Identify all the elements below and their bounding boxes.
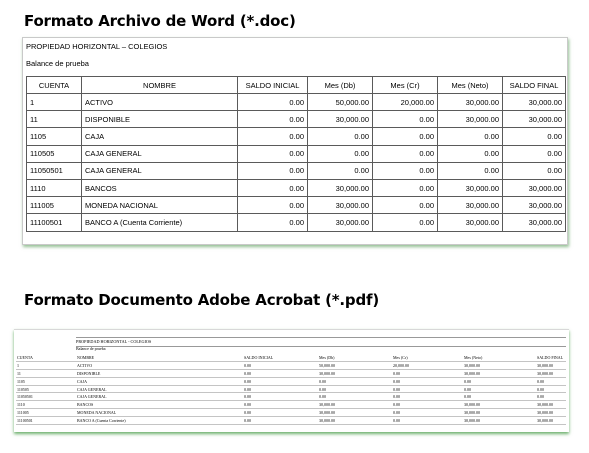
month-credit-cell: 20,000.00 (390, 362, 463, 370)
month-net-cell: 30,000.00 (438, 111, 503, 128)
pdf-balance-table (16, 354, 566, 425)
account-name-cell: CAJA GENERAL (76, 385, 241, 393)
column-header: Mes (Neto) (463, 354, 536, 362)
account-code-cell: 11 (16, 370, 76, 378)
column-header: CUENTA (27, 77, 82, 94)
column-header: CUENTA (16, 354, 76, 362)
table-row (27, 162, 566, 179)
month-net-cell: 0.00 (463, 385, 536, 393)
closing-balance-cell: 30,000.00 (503, 179, 566, 196)
month-net-cell: 30,000.00 (438, 94, 503, 111)
month-debit-cell: 50,000.00 (316, 362, 390, 370)
table-row (16, 362, 566, 370)
table-row (27, 128, 566, 145)
month-net-cell: 0.00 (438, 162, 503, 179)
closing-balance-cell: 30,000.00 (536, 416, 566, 424)
opening-balance-cell: 0.00 (238, 214, 308, 231)
table-row (27, 197, 566, 214)
month-net-cell: 0.00 (463, 393, 536, 401)
month-credit-cell: 0.00 (390, 401, 463, 409)
month-credit-cell: 20,000.00 (373, 94, 438, 111)
word-document-preview (22, 37, 568, 245)
closing-balance-cell: 30,000.00 (503, 214, 566, 231)
opening-balance-cell: 0.00 (241, 416, 316, 424)
column-header: SALDO FINAL (536, 354, 566, 362)
month-debit-cell: 30,000.00 (316, 370, 390, 378)
month-credit-cell: 0.00 (390, 370, 463, 378)
month-debit-cell: 50,000.00 (308, 94, 373, 111)
month-credit-cell: 0.00 (373, 111, 438, 128)
column-header: Mes (Db) (316, 354, 390, 362)
account-name-cell: MONEDA NACIONAL (76, 409, 241, 417)
column-header: Mes (Cr) (390, 354, 463, 362)
month-credit-cell: 0.00 (373, 145, 438, 162)
account-code-cell: 111005 (16, 409, 76, 417)
closing-balance-cell: 0.00 (503, 162, 566, 179)
account-name-cell: CAJA (82, 128, 238, 145)
table-row (16, 393, 566, 401)
account-name-cell: CAJA GENERAL (82, 145, 238, 162)
account-code-cell: 1105 (16, 377, 76, 385)
opening-balance-cell: 0.00 (241, 393, 316, 401)
table-row (27, 94, 566, 111)
month-debit-cell: 30,000.00 (316, 401, 390, 409)
table-row (16, 401, 566, 409)
month-credit-cell: 0.00 (373, 214, 438, 231)
account-name-cell: DISPONIBLE (82, 111, 238, 128)
month-net-cell: 30,000.00 (463, 370, 536, 378)
table-row (27, 145, 566, 162)
opening-balance-cell: 0.00 (241, 385, 316, 393)
opening-balance-cell: 0.00 (238, 128, 308, 145)
closing-balance-cell: 30,000.00 (503, 94, 566, 111)
account-code-cell: 11050501 (27, 162, 82, 179)
month-net-cell: 30,000.00 (438, 179, 503, 196)
account-code-cell: 11100501 (27, 214, 82, 231)
word-format-heading: Formato Archivo de Word (*.doc) (24, 12, 296, 30)
month-net-cell: 30,000.00 (463, 416, 536, 424)
closing-balance-cell: 30,000.00 (503, 111, 566, 128)
closing-balance-cell: 30,000.00 (536, 362, 566, 370)
closing-balance-cell: 30,000.00 (536, 409, 566, 417)
closing-balance-cell: 30,000.00 (536, 401, 566, 409)
column-header: NOMBRE (82, 77, 238, 94)
report-subtitle: Balance de prueba (26, 59, 89, 68)
closing-balance-cell: 0.00 (536, 385, 566, 393)
column-header: Mes (Db) (308, 77, 373, 94)
account-name-cell: CAJA GENERAL (76, 393, 241, 401)
account-code-cell: 1110 (27, 179, 82, 196)
account-name-cell: BANCOS (76, 401, 241, 409)
month-credit-cell: 0.00 (390, 377, 463, 385)
account-name-cell: DISPONIBLE (76, 370, 241, 378)
closing-balance-cell: 30,000.00 (503, 197, 566, 214)
month-net-cell: 0.00 (438, 145, 503, 162)
account-name-cell: CAJA GENERAL (82, 162, 238, 179)
column-header: Mes (Neto) (438, 77, 503, 94)
month-credit-cell: 0.00 (373, 128, 438, 145)
opening-balance-cell: 0.00 (241, 362, 316, 370)
account-code-cell: 1 (27, 94, 82, 111)
account-code-cell: 11100501 (16, 416, 76, 424)
closing-balance-cell: 0.00 (536, 393, 566, 401)
column-header: Mes (Cr) (373, 77, 438, 94)
month-net-cell: 0.00 (463, 377, 536, 385)
account-code-cell: 110505 (27, 145, 82, 162)
month-credit-cell: 0.00 (373, 162, 438, 179)
month-debit-cell: 30,000.00 (316, 409, 390, 417)
month-debit-cell: 30,000.00 (308, 111, 373, 128)
opening-balance-cell: 0.00 (238, 145, 308, 162)
account-name-cell: CAJA (76, 377, 241, 385)
account-name-cell: MONEDA NACIONAL (82, 197, 238, 214)
column-header: SALDO INICIAL (241, 354, 316, 362)
opening-balance-cell: 0.00 (241, 401, 316, 409)
opening-balance-cell: 0.00 (238, 179, 308, 196)
table-row (16, 385, 566, 393)
column-header: SALDO INICIAL (238, 77, 308, 94)
month-debit-cell: 0.00 (316, 385, 390, 393)
month-debit-cell: 0.00 (308, 162, 373, 179)
pdf-document-preview (14, 329, 569, 432)
pdf-report-title: PROPIEDAD HORIZONTAL - COLEGIOS (76, 337, 566, 347)
month-net-cell: 30,000.00 (463, 401, 536, 409)
closing-balance-cell: 30,000.00 (536, 370, 566, 378)
opening-balance-cell: 0.00 (238, 197, 308, 214)
account-code-cell: 111005 (27, 197, 82, 214)
account-code-cell: 1105 (27, 128, 82, 145)
account-name-cell: BANCO A (Cuenta Corriente) (82, 214, 238, 231)
month-debit-cell: 30,000.00 (308, 214, 373, 231)
account-code-cell: 11050501 (16, 393, 76, 401)
opening-balance-cell: 0.00 (241, 377, 316, 385)
month-net-cell: 30,000.00 (463, 362, 536, 370)
table-row (27, 179, 566, 196)
opening-balance-cell: 0.00 (241, 370, 316, 378)
opening-balance-cell: 0.00 (238, 162, 308, 179)
table-row (27, 111, 566, 128)
table-row (16, 409, 566, 417)
account-name-cell: BANCO A (Cuenta Corriente) (76, 416, 241, 424)
column-header: NOMBRE (76, 354, 241, 362)
month-credit-cell: 0.00 (390, 409, 463, 417)
month-debit-cell: 0.00 (308, 128, 373, 145)
month-debit-cell: 30,000.00 (308, 197, 373, 214)
month-debit-cell: 0.00 (316, 393, 390, 401)
account-code-cell: 11 (27, 111, 82, 128)
month-net-cell: 0.00 (438, 128, 503, 145)
table-row (16, 370, 566, 378)
table-row (16, 377, 566, 385)
table-row (16, 416, 566, 424)
closing-balance-cell: 0.00 (503, 128, 566, 145)
month-debit-cell: 30,000.00 (308, 179, 373, 196)
report-title: PROPIEDAD HORIZONTAL – COLEGIOS (26, 42, 168, 51)
pdf-report-subtitle: Balance de prueba (76, 346, 106, 351)
month-credit-cell: 0.00 (390, 416, 463, 424)
table-header-row (16, 354, 566, 362)
opening-balance-cell: 0.00 (238, 111, 308, 128)
account-name-cell: ACTIVO (82, 94, 238, 111)
closing-balance-cell: 0.00 (536, 377, 566, 385)
month-debit-cell: 0.00 (308, 145, 373, 162)
month-credit-cell: 0.00 (390, 385, 463, 393)
closing-balance-cell: 0.00 (503, 145, 566, 162)
month-net-cell: 30,000.00 (438, 197, 503, 214)
opening-balance-cell: 0.00 (241, 409, 316, 417)
account-code-cell: 1110 (16, 401, 76, 409)
month-debit-cell: 0.00 (316, 377, 390, 385)
column-header: SALDO FINAL (503, 77, 566, 94)
word-balance-table (26, 76, 566, 232)
account-code-cell: 110505 (16, 385, 76, 393)
account-code-cell: 1 (16, 362, 76, 370)
account-name-cell: BANCOS (82, 179, 238, 196)
month-credit-cell: 0.00 (390, 393, 463, 401)
month-net-cell: 30,000.00 (463, 409, 536, 417)
table-header-row (27, 77, 566, 94)
pdf-format-heading: Formato Documento Adobe Acrobat (*.pdf) (24, 291, 379, 309)
month-credit-cell: 0.00 (373, 197, 438, 214)
table-row (27, 214, 566, 231)
account-name-cell: ACTIVO (76, 362, 241, 370)
month-debit-cell: 30,000.00 (316, 416, 390, 424)
opening-balance-cell: 0.00 (238, 94, 308, 111)
month-net-cell: 30,000.00 (438, 214, 503, 231)
month-credit-cell: 0.00 (373, 179, 438, 196)
